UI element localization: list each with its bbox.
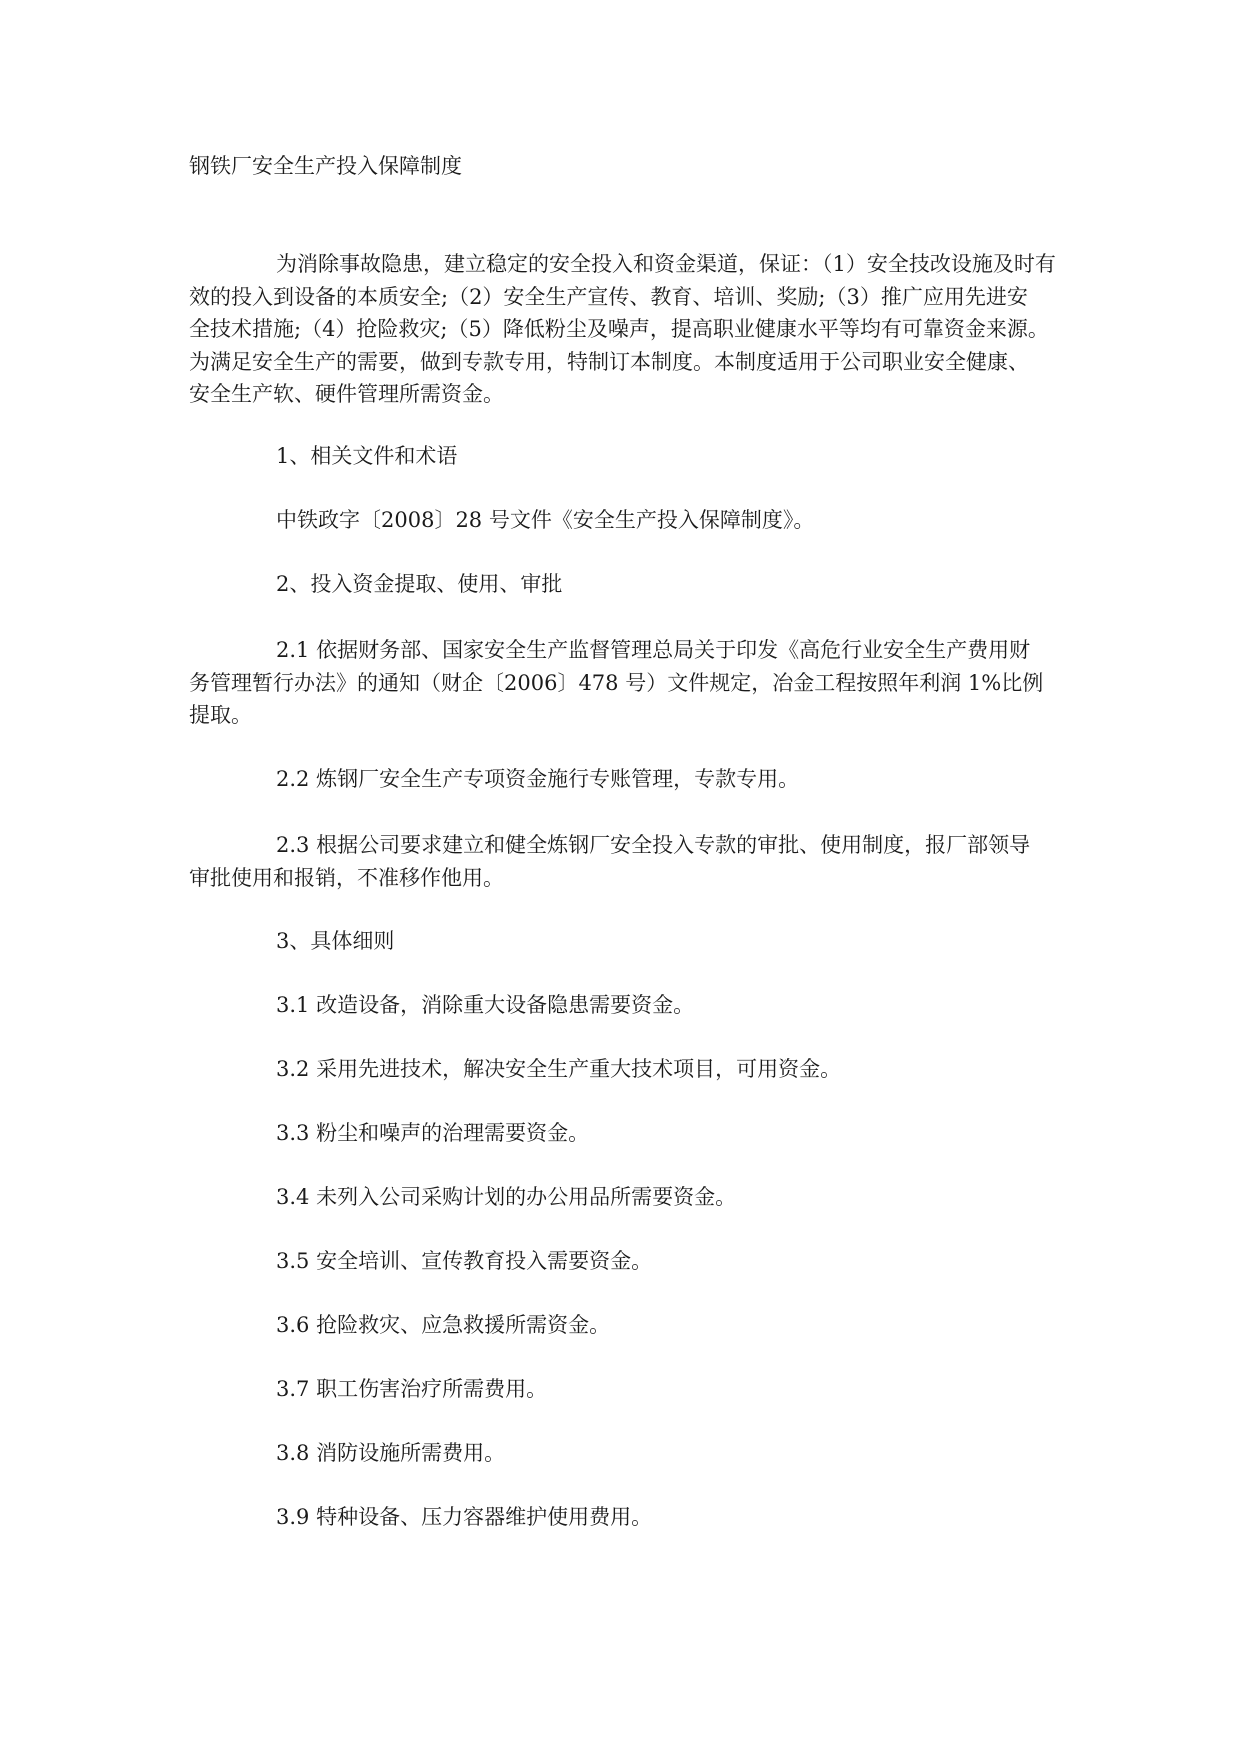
item-2-1 xyxy=(189,634,1069,732)
item-2-1-line: 2.1 依据财务部、国家安全生产监督管理总局关于印发《高危行业安全生产费用财 xyxy=(276,638,1031,662)
intro-line: 效的投入到设备的本质安全;（2）安全生产宣传、教育、培训、奖励;（3）推广应用先进安 xyxy=(189,284,1028,309)
item-2-1-line: 务管理暂行办法》的通知（财企〔2006〕478 号）文件规定，冶金工程按照年利润 1%比例 xyxy=(189,670,1044,695)
list-item: 3.5 安全培训、宣传教育投入需要资金。 xyxy=(276,1249,653,1273)
intro-line: 安全生产软、硬件管理所需资金。 xyxy=(189,382,504,406)
section-heading-1: 1、相关文件和术语 xyxy=(276,444,458,468)
list-item: 3.7 职工伤害治疗所需费用。 xyxy=(276,1377,548,1401)
intro-line: 全技术措施;（4）抢险救灾;（5）降低粉尘及噪声，提高职业健康水平等均有可靠资金来源。 xyxy=(189,317,1049,341)
list-item: 3.4 未列入公司采购计划的办公用品所需要资金。 xyxy=(276,1185,737,1209)
item-2-3 xyxy=(189,829,1069,894)
list-item: 3.8 消防设施所需费用。 xyxy=(276,1441,506,1465)
section-1-text: 中铁政字〔2008〕28 号文件《安全生产投入保障制度》。 xyxy=(276,508,815,532)
list-item: 3.2 采用先进技术，解决安全生产重大技术项目，可用资金。 xyxy=(276,1057,842,1081)
section-heading-2: 2、投入资金提取、使用、审批 xyxy=(276,572,563,596)
list-item: 3.6 抢险救灾、应急救援所需资金。 xyxy=(276,1313,611,1337)
section-heading-3: 3、具体细则 xyxy=(276,929,395,953)
item-2-2: 2.2 炼钢厂安全生产专项资金施行专账管理，专款专用。 xyxy=(276,767,800,791)
intro-line: 为满足安全生产的需要，做到专款专用，特制订本制度。本制度适用于公司职业安全健康、 xyxy=(189,349,1029,374)
item-2-3-line: 审批使用和报销，不准移作他用。 xyxy=(189,865,504,890)
intro-paragraph xyxy=(189,248,1069,411)
document-title: 钢铁厂安全生产投入保障制度 xyxy=(189,154,462,178)
item-2-1-line: 提取。 xyxy=(189,703,252,727)
list-item: 3.3 粉尘和噪声的治理需要资金。 xyxy=(276,1121,590,1145)
intro-line: 为消除事故隐患，建立稳定的安全投入和资金渠道，保证：（1）安全技改设施及时有 xyxy=(276,252,1056,276)
item-2-3-line: 2.3 根据公司要求建立和健全炼钢厂安全投入专款的审批、使用制度，报厂部领导 xyxy=(276,833,1031,857)
list-item: 3.9 特种设备、压力容器维护使用费用。 xyxy=(276,1505,653,1529)
list-item: 3.1 改造设备，消除重大设备隐患需要资金。 xyxy=(276,993,695,1017)
